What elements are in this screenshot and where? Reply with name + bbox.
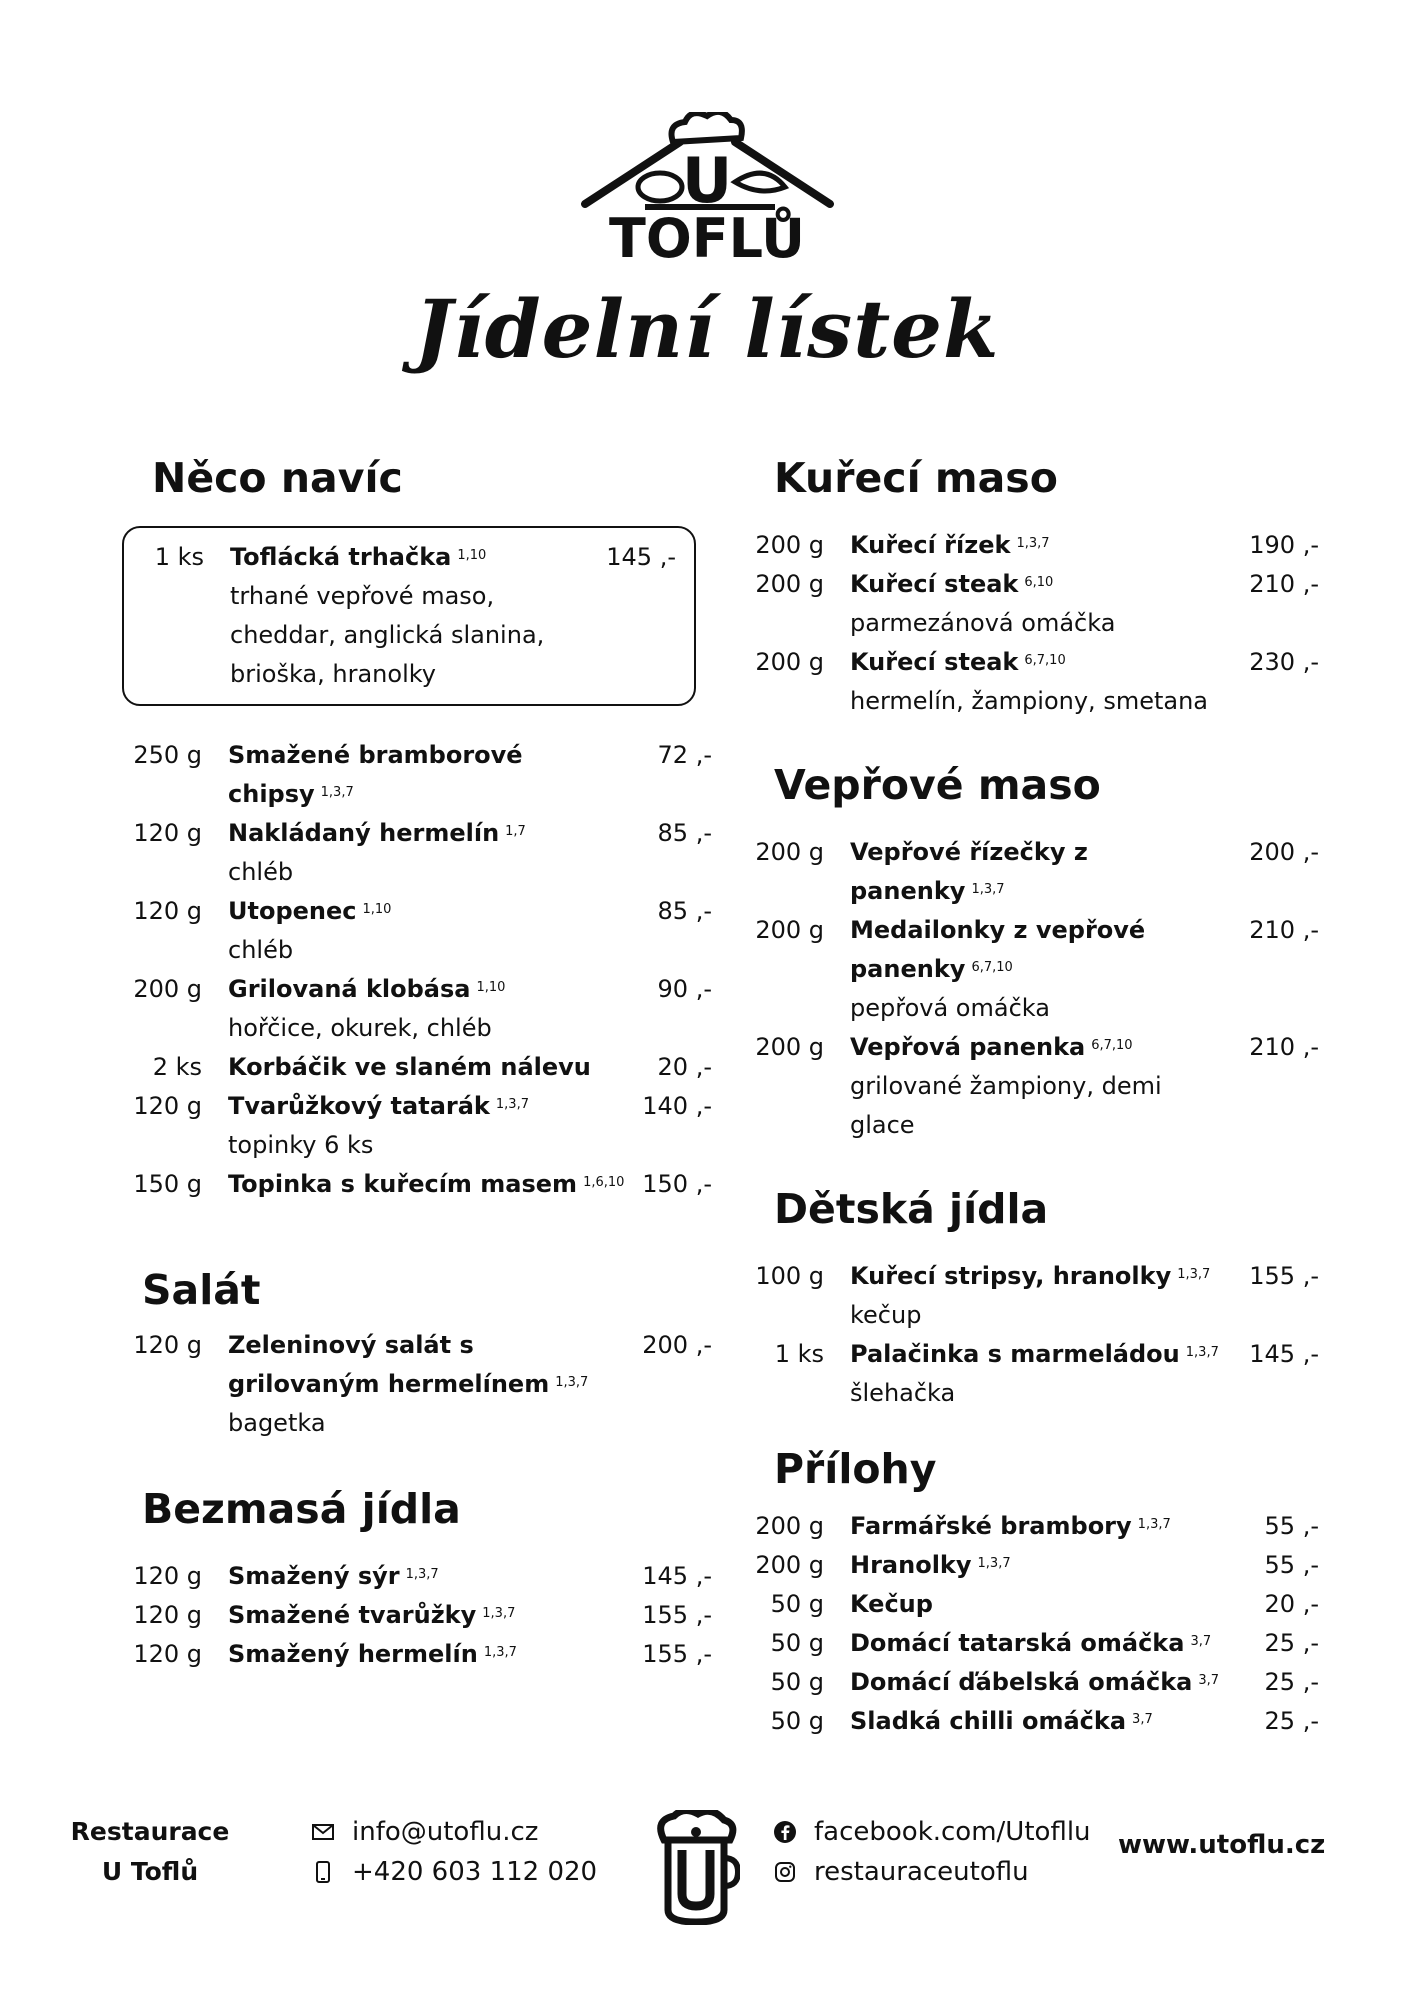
- item-name: Kuřecí stripsy, hranolky: [850, 1262, 1172, 1290]
- item-name: Kuřecí steak: [850, 570, 1019, 598]
- footer-contact: [310, 1812, 597, 1892]
- item-qty: 50 g: [770, 1629, 824, 1657]
- logo-text: TOFLŮ: [609, 207, 805, 262]
- footer-instagram[interactable]: restauraceutoflu: [814, 1857, 1029, 1887]
- item-allergens: 1,10: [476, 980, 506, 995]
- item-allergens: 1,3,7: [495, 1097, 529, 1112]
- item-allergens: 6,7,10: [1091, 1038, 1133, 1053]
- item-qty: 200 g: [755, 1551, 824, 1579]
- item-desc: šlehačka: [850, 1379, 956, 1407]
- item-allergens: 3,7: [1198, 1673, 1220, 1688]
- item-qty: 50 g: [770, 1590, 824, 1618]
- menu-item: [744, 526, 1319, 565]
- item-price: 20 ,-: [657, 1053, 712, 1081]
- footer: [0, 1810, 1414, 1930]
- item-qty: 250 g: [133, 741, 202, 769]
- footer-name-line1: Restaurace: [70, 1817, 230, 1846]
- item-allergens: 1,3,7: [977, 1556, 1011, 1571]
- item-qty: 120 g: [133, 1640, 202, 1668]
- menu-item: [744, 1702, 1319, 1741]
- item-allergens: 1,3,7: [483, 1645, 517, 1660]
- section-kureci-maso: [744, 452, 1319, 721]
- footer-name-line2: U Toflů: [101, 1857, 199, 1886]
- logo-letter: U: [681, 144, 733, 217]
- item-qty: 120 g: [133, 1331, 202, 1359]
- footer-restaurant-name: [60, 1812, 240, 1892]
- section-title: Dětská jídla: [774, 1185, 1049, 1233]
- item-qty: 120 g: [133, 1601, 202, 1629]
- instagram-icon: [772, 1859, 798, 1885]
- item-qty: 1 ks: [154, 543, 204, 571]
- item-price: 210 ,-: [1249, 916, 1319, 944]
- menu-item: [122, 1087, 712, 1165]
- item-price: 210 ,-: [1249, 570, 1319, 598]
- item-qty: 200 g: [755, 1512, 824, 1540]
- item-allergens: 3,7: [1190, 1634, 1212, 1649]
- item-desc: chléb: [228, 858, 294, 886]
- section-prilohy: [744, 1443, 1319, 1741]
- phone-icon: [310, 1859, 336, 1885]
- item-allergens: 1,6,10: [583, 1175, 625, 1190]
- item-name: Topinka s kuřecím masem: [228, 1170, 578, 1198]
- menu-item: [122, 1557, 712, 1596]
- item-price: 200 ,-: [642, 1331, 712, 1359]
- item-allergens: 1,3,7: [482, 1606, 516, 1621]
- item-desc: chléb: [228, 936, 294, 964]
- item-allergens: 1,3,7: [971, 882, 1005, 897]
- item-price: 210 ,-: [1249, 1033, 1319, 1061]
- footer-social: [772, 1812, 1091, 1892]
- item-list: [744, 833, 1319, 1145]
- item-qty: 200 g: [755, 1033, 824, 1061]
- menu-item: [744, 1028, 1319, 1145]
- menu-item: [744, 1257, 1319, 1335]
- item-name: Sladká chilli omáčka: [850, 1707, 1127, 1735]
- item-name: Smažený hermelín: [228, 1640, 478, 1668]
- mug-logo-icon: [650, 1810, 740, 1925]
- item-price: 85 ,-: [657, 819, 712, 847]
- footer-phone[interactable]: +420 603 112 020: [352, 1857, 598, 1887]
- item-price: 200 ,-: [1249, 838, 1319, 866]
- item-allergens: 1,3,7: [1177, 1267, 1211, 1282]
- left-column: [122, 452, 712, 1674]
- section-neco-navic: [122, 452, 712, 1204]
- menu-item: [122, 1326, 712, 1443]
- item-name: Vepřová panenka: [850, 1033, 1086, 1061]
- item-price: 55 ,-: [1264, 1512, 1319, 1540]
- section-salat: [122, 1264, 712, 1443]
- section-title: Vepřové maso: [774, 761, 1101, 809]
- item-desc: parmezánová omáčka: [850, 609, 1116, 637]
- section-bezmasa-jidla: [122, 1483, 712, 1674]
- item-name: Grilovaná klobása: [228, 975, 471, 1003]
- item-qty: 2 ks: [152, 1053, 202, 1081]
- menu-item: [122, 970, 712, 1048]
- item-desc: grilované žampiony, demi glace: [850, 1072, 1162, 1139]
- item-desc: pepřová omáčka: [850, 994, 1050, 1022]
- item-qty: 50 g: [770, 1668, 824, 1696]
- item-qty: 120 g: [133, 1562, 202, 1590]
- item-price: 25 ,-: [1264, 1668, 1319, 1696]
- item-name: Nakládaný hermelín: [228, 819, 500, 847]
- item-qty: 120 g: [133, 1092, 202, 1120]
- item-price: 55 ,-: [1264, 1551, 1319, 1579]
- item-name: Korbáčik ve slaném nálevu: [228, 1053, 591, 1081]
- section-title: Kuřecí maso: [774, 454, 1058, 502]
- item-list: [744, 1507, 1319, 1741]
- menu-item: [744, 1507, 1319, 1546]
- section-title: Bezmasá jídla: [142, 1485, 461, 1533]
- item-allergens: 6,7,10: [1024, 653, 1066, 668]
- item-price: 145 ,-: [642, 1562, 712, 1590]
- item-name: Kečup: [850, 1590, 933, 1618]
- item-allergens: 1,3,7: [1185, 1345, 1219, 1360]
- item-name: Smažený sýr: [228, 1562, 400, 1590]
- item-allergens: 1,3,7: [1016, 536, 1050, 551]
- menu-item: [122, 1165, 712, 1204]
- item-name: Farmářské brambory: [850, 1512, 1132, 1540]
- item-price: 155 ,-: [1249, 1262, 1319, 1290]
- item-qty: 200 g: [755, 531, 824, 559]
- item-name: Vepřové řízečky z panenky: [850, 838, 1088, 905]
- item-desc: hořčice, okurek, chléb: [228, 1014, 492, 1042]
- item-desc: trhané vepřové maso, cheddar, anglická slanina, brioška, hranolky: [230, 582, 545, 688]
- item-allergens: 1,3,7: [320, 785, 354, 800]
- facebook-icon: [772, 1819, 798, 1845]
- item-qty: 120 g: [133, 819, 202, 847]
- item-name: Domácí tatarská omáčka: [850, 1629, 1185, 1657]
- item-price: 145 ,-: [1249, 1340, 1319, 1368]
- item-price: 20 ,-: [1264, 1590, 1319, 1618]
- item-name: Kuřecí řízek: [850, 531, 1011, 559]
- item-name: Utopenec: [228, 897, 357, 925]
- menu-item: [744, 565, 1319, 643]
- item-allergens: 1,3,7: [1137, 1517, 1171, 1532]
- item-allergens: 6,10: [1024, 575, 1054, 590]
- item-desc: topinky 6 ks: [228, 1131, 374, 1159]
- footer-facebook[interactable]: facebook.com/Utofllu: [814, 1817, 1091, 1847]
- item-price: 150 ,-: [642, 1170, 712, 1198]
- featured-item: [122, 526, 696, 706]
- item-price: 155 ,-: [642, 1601, 712, 1629]
- item-price: 90 ,-: [657, 975, 712, 1003]
- section-title: Přílohy: [774, 1445, 937, 1493]
- item-list: [744, 526, 1319, 721]
- item-name: Smažené tvarůžky: [228, 1601, 477, 1629]
- menu-item: [744, 833, 1319, 911]
- menu-item: [122, 814, 712, 892]
- item-qty: 50 g: [770, 1707, 824, 1735]
- item-qty: 200 g: [755, 648, 824, 676]
- item-qty: 1 ks: [774, 1340, 824, 1368]
- item-qty: 200 g: [755, 916, 824, 944]
- item-list: [122, 736, 712, 1204]
- item-price: 145 ,-: [606, 543, 676, 571]
- menu-item: [744, 1335, 1319, 1413]
- menu-item: [122, 1596, 712, 1635]
- item-price: 25 ,-: [1264, 1707, 1319, 1735]
- item-desc: bagetka: [228, 1409, 326, 1437]
- item-name: Smažené bramborové chipsy: [228, 741, 523, 808]
- item-allergens: 1,10: [362, 902, 392, 917]
- item-qty: 200 g: [755, 838, 824, 866]
- menu-item: [122, 1635, 712, 1674]
- item-price: 25 ,-: [1264, 1629, 1319, 1657]
- menu-item: [744, 1624, 1319, 1663]
- section-detska-jidla: [744, 1183, 1319, 1413]
- item-list: [744, 1257, 1319, 1413]
- section-title: Něco navíc: [152, 454, 403, 502]
- item-name: Medailonky z vepřové panenky: [850, 916, 1146, 983]
- menu-item: [122, 892, 712, 970]
- item-allergens: 1,10: [457, 548, 487, 563]
- menu-item: [122, 1048, 712, 1087]
- item-list: [122, 1326, 712, 1443]
- item-desc: kečup: [850, 1301, 922, 1329]
- item-allergens: 1,3,7: [405, 1567, 439, 1582]
- item-name: Hranolky: [850, 1551, 972, 1579]
- item-qty: 200 g: [133, 975, 202, 1003]
- item-desc: hermelín, žampiony, smetana: [850, 687, 1208, 715]
- item-allergens: 1,3,7: [555, 1375, 589, 1390]
- item-price: 155 ,-: [642, 1640, 712, 1668]
- menu-item: [744, 1585, 1319, 1624]
- item-name: Kuřecí steak: [850, 648, 1019, 676]
- item-name: Zeleninový salát s grilovaným hermelínem: [228, 1331, 550, 1398]
- menu-item: [744, 1546, 1319, 1585]
- item-allergens: 6,7,10: [971, 960, 1013, 975]
- section-veprove-maso: [744, 759, 1319, 1145]
- item-price: 190 ,-: [1249, 531, 1319, 559]
- footer-website[interactable]: www.utoflu.cz: [1118, 1830, 1326, 1860]
- footer-email[interactable]: info@utoflu.cz: [352, 1817, 539, 1847]
- item-list: [122, 1557, 712, 1674]
- item-qty: 150 g: [133, 1170, 202, 1198]
- item-name: Toflácká trhačka: [230, 543, 452, 571]
- item-price: 72 ,-: [657, 741, 712, 769]
- page-title: Jídelní lístek: [414, 282, 1000, 376]
- item-allergens: 3,7: [1132, 1712, 1153, 1727]
- menu-item: [122, 736, 712, 814]
- item-name: Domácí ďábelská omáčka: [850, 1668, 1193, 1696]
- item-name: Tvarůžkový tatarák: [228, 1092, 490, 1120]
- item-allergens: 1,7: [505, 824, 526, 839]
- menu-item: [744, 1663, 1319, 1702]
- item-qty: 200 g: [755, 570, 824, 598]
- item-price: 230 ,-: [1249, 648, 1319, 676]
- item-qty: 120 g: [133, 897, 202, 925]
- mail-icon: [310, 1819, 336, 1845]
- item-price: 85 ,-: [657, 897, 712, 925]
- menu-item: [744, 911, 1319, 1028]
- item-name: Palačinka s marmeládou: [850, 1340, 1180, 1368]
- item-qty: 100 g: [755, 1262, 824, 1290]
- section-title: Salát: [142, 1266, 261, 1314]
- restaurant-logo: [575, 112, 840, 262]
- item-price: 140 ,-: [642, 1092, 712, 1120]
- menu-item: [744, 643, 1319, 721]
- right-column: [744, 452, 1319, 1741]
